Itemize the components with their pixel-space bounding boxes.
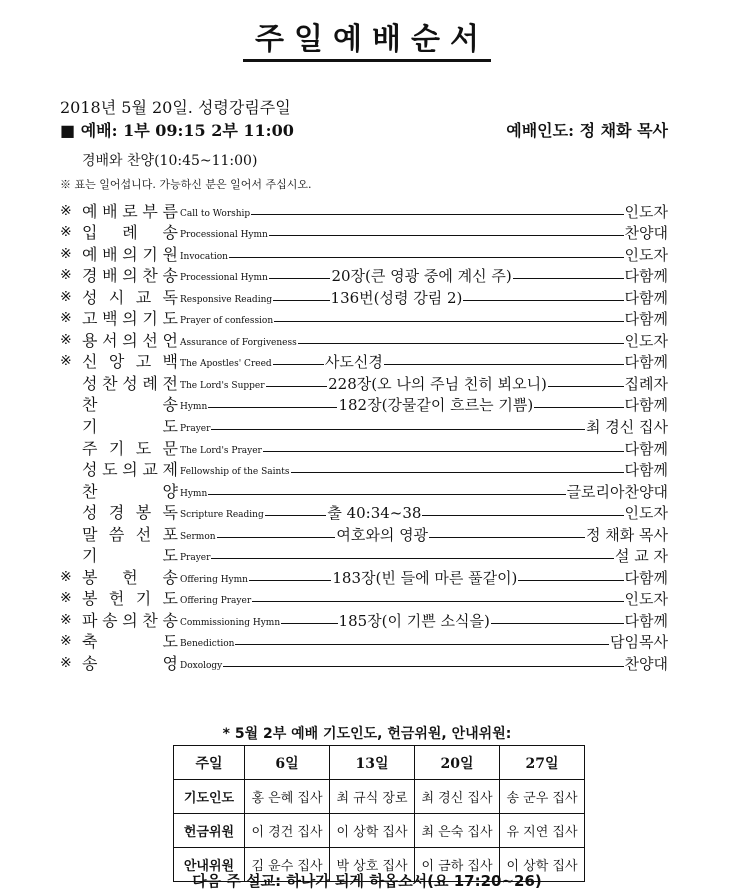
table-cell: 최 은숙 집사 xyxy=(415,814,500,848)
standing-mark: ※ xyxy=(60,353,72,370)
order-item-english: The Lord's Prayer xyxy=(180,445,262,456)
order-item-detail: 185장(이 기쁜 소식을) xyxy=(338,611,490,630)
order-item xyxy=(60,350,668,372)
leader-line xyxy=(463,300,623,301)
order-item xyxy=(60,414,668,436)
order-item-english: Offering Hymn xyxy=(180,574,248,585)
standing-mark: ※ xyxy=(60,611,72,628)
order-item-person: 다함께 xyxy=(624,310,668,329)
standing-mark: ※ xyxy=(60,655,72,672)
standing-note: ※ 표는 일어섭니다. 가능하신 분은 일어서 주십시오. xyxy=(60,178,312,191)
leader-line xyxy=(252,601,623,602)
order-item xyxy=(60,587,668,609)
leader-line xyxy=(266,386,328,387)
order-item-english: The Lord's Supper xyxy=(180,380,265,391)
order-item-korean: 기 도 xyxy=(82,417,178,437)
order-item xyxy=(60,479,668,501)
order-item-detail: 136번(성령 강림 2) xyxy=(330,288,463,307)
order-item-person: 다함께 xyxy=(624,353,668,372)
table-cell: 박 상호 집사 xyxy=(330,848,415,882)
duty-table xyxy=(173,745,585,882)
leader-line xyxy=(273,364,324,365)
leader-line xyxy=(281,623,337,624)
order-item xyxy=(60,328,668,350)
table-cell: 유 지연 집사 xyxy=(500,814,585,848)
table-cell: 홍 은혜 집사 xyxy=(245,780,330,814)
table-row xyxy=(174,780,585,814)
order-item xyxy=(60,436,668,458)
order-item-english: Responsive Reading xyxy=(180,294,273,305)
leader-line xyxy=(518,580,623,581)
order-item-korean: 찬 양 xyxy=(82,481,178,501)
order-item-english: Benediction xyxy=(180,639,235,650)
order-item-person: 찬양대 xyxy=(624,224,668,243)
order-item-person: 인도자 xyxy=(624,202,668,221)
order-item-english: Processional Hymn xyxy=(180,273,268,284)
leader-line xyxy=(269,278,331,279)
order-item-korean: 성 시 교 독 xyxy=(82,287,178,307)
order-item-korean: 기 도 xyxy=(82,546,178,566)
order-item-korean: 용 서 의 선 언 xyxy=(82,330,178,350)
next-sermon: 다음 주 설교: 하나가 되게 하옵소서(요 17:20~26) xyxy=(192,872,542,890)
order-item-person: 다함께 xyxy=(624,288,668,307)
order-item-korean: 입 례 송 xyxy=(82,223,178,243)
service-times: ■ 예배: 1부 09:15 2부 11:00 xyxy=(60,121,294,140)
service-leader: 예배인도: 정 채화 목사 xyxy=(506,121,668,140)
order-item-korean: 봉 헌 송 xyxy=(82,567,178,587)
date-line: 2018년 5월 20일. 성령강림주일 xyxy=(60,98,291,117)
order-item-person: 다함께 xyxy=(624,611,668,630)
leader-line xyxy=(208,494,565,495)
order-item-english: Commissioning Hymn xyxy=(180,617,281,628)
order-item-korean: 신 앙 고 백 xyxy=(82,352,178,372)
leader-line xyxy=(534,407,623,408)
standing-mark: ※ xyxy=(60,245,72,262)
leader-line xyxy=(429,537,585,538)
leader-line xyxy=(211,429,585,430)
order-item-korean: 예 배 로 부 름 xyxy=(82,201,178,221)
order-item-english: Hymn xyxy=(180,402,208,413)
table-row-label: 안내위원 xyxy=(174,848,245,882)
leader-line xyxy=(208,407,337,408)
leader-line xyxy=(229,257,624,258)
order-item-english: Fellowship of the Saints xyxy=(180,467,290,478)
order-of-worship xyxy=(60,199,668,673)
leader-line xyxy=(273,300,329,301)
order-item xyxy=(60,371,668,393)
order-item-korean: 송 영 xyxy=(82,654,178,674)
table-header-cell: 20일 xyxy=(415,746,500,780)
table-header-cell: 13일 xyxy=(330,746,415,780)
order-item-person: 인도자 xyxy=(624,590,668,609)
order-item-person: 다함께 xyxy=(624,568,668,587)
order-item-person: 인도자 xyxy=(624,504,668,523)
leader-line xyxy=(269,235,624,236)
order-item-korean: 고 백 의 기 도 xyxy=(82,309,178,329)
order-item-english: Offering Prayer xyxy=(180,596,252,607)
leader-line xyxy=(291,472,624,473)
order-item-korean: 봉 헌 기 도 xyxy=(82,589,178,609)
order-item xyxy=(60,544,668,566)
order-item xyxy=(60,264,668,286)
table-header-cell: 주일 xyxy=(174,746,245,780)
order-item-english: Doxology xyxy=(180,661,223,672)
leader-line xyxy=(265,515,327,516)
order-item xyxy=(60,630,668,652)
table-cell: 송 군우 집사 xyxy=(500,780,585,814)
table-cell: 김 윤수 집사 xyxy=(245,848,330,882)
order-item-person: 다함께 xyxy=(624,267,668,286)
table-row-label: 기도인도 xyxy=(174,780,245,814)
order-item-korean: 축 도 xyxy=(82,632,178,652)
order-item-english: Hymn xyxy=(180,488,208,499)
table-title: * 5월 2부 예배 기도인도, 헌금위원, 안내위원: xyxy=(222,726,512,742)
order-item-person: 다함께 xyxy=(624,439,668,458)
order-item-korean: 말 씀 선 포 xyxy=(82,524,178,544)
table-header-cell: 6일 xyxy=(245,746,330,780)
leader-line xyxy=(263,451,624,452)
order-item-detail: 183장(빈 들에 마른 풀같이) xyxy=(332,568,518,587)
standing-mark: ※ xyxy=(60,224,72,241)
order-item-person: 집례자 xyxy=(624,374,668,393)
order-item xyxy=(60,565,668,587)
table-cell: 이 경건 집사 xyxy=(245,814,330,848)
order-item-korean: 성 도 의 교 제 xyxy=(82,460,178,480)
table-row xyxy=(174,814,585,848)
leader-line xyxy=(513,278,624,279)
table-row-label: 헌금위원 xyxy=(174,814,245,848)
order-item-person: 인도자 xyxy=(624,331,668,350)
leader-line xyxy=(235,644,609,645)
order-item-english: Sermon xyxy=(180,531,216,542)
order-item xyxy=(60,501,668,523)
order-item-person: 인도자 xyxy=(624,245,668,264)
standing-mark: ※ xyxy=(60,590,72,607)
order-item-detail: 사도신경 xyxy=(324,353,383,372)
order-item-person: 최 경신 집사 xyxy=(586,418,668,437)
order-item-english: Prayer xyxy=(180,424,211,435)
leader-line xyxy=(274,321,623,322)
table-header-row xyxy=(174,746,585,780)
standing-mark: ※ xyxy=(60,310,72,327)
leader-line xyxy=(422,515,623,516)
order-item-english: Scripture Reading xyxy=(180,510,264,521)
table-header-cell: 27일 xyxy=(500,746,585,780)
standing-mark: ※ xyxy=(60,633,72,650)
order-item xyxy=(60,307,668,329)
order-item-detail: 228장(오 나의 주님 친히 뵈오니) xyxy=(328,374,547,393)
order-item-english: Prayer of confession xyxy=(180,316,274,327)
order-item-person: 찬양대 xyxy=(624,655,668,674)
praise-time: 경배와 찬양(10:45~11:00) xyxy=(82,153,258,169)
order-item-detail: 182장(강물같이 흐르는 기쁨) xyxy=(338,396,534,415)
order-item xyxy=(60,522,668,544)
order-item-korean: 파 송 의 찬 송 xyxy=(82,610,178,630)
order-item-person: 다함께 xyxy=(624,396,668,415)
order-item xyxy=(60,651,668,673)
order-item xyxy=(60,242,668,264)
order-item-detail: 출 40:34~38 xyxy=(327,504,422,523)
order-item-person: 설 교 자 xyxy=(614,547,668,566)
leader-line xyxy=(217,537,336,538)
order-item-person: 다함께 xyxy=(624,461,668,480)
order-item-korean: 주 기 도 문 xyxy=(82,438,178,458)
order-item xyxy=(60,393,668,415)
order-item-person: 글로리아찬양대 xyxy=(566,482,668,501)
table-cell: 이 상학 집사 xyxy=(330,814,415,848)
order-item-korean: 경 배 의 찬 송 xyxy=(82,266,178,286)
order-item-english: Invocation xyxy=(180,251,228,262)
table-cell: 최 규식 장로 xyxy=(330,780,415,814)
leader-line xyxy=(548,386,624,387)
leader-line xyxy=(298,343,624,344)
table-cell: 이 금하 집사 xyxy=(415,848,500,882)
standing-mark: ※ xyxy=(60,288,72,305)
order-item xyxy=(60,221,668,243)
order-item xyxy=(60,199,668,221)
order-item-korean: 성 찬 성 례 전 xyxy=(82,373,178,393)
order-item xyxy=(60,458,668,480)
order-item-english: The Apostles' Creed xyxy=(180,359,272,370)
leader-line xyxy=(491,623,624,624)
table-cell: 이 상학 집사 xyxy=(500,848,585,882)
standing-mark: ※ xyxy=(60,331,72,348)
order-item-korean: 찬 송 xyxy=(82,395,178,415)
order-item-detail: 여호와의 영광 xyxy=(336,525,429,544)
order-item xyxy=(60,608,668,630)
order-item-korean: 예 배 의 기 원 xyxy=(82,244,178,264)
table-cell: 최 경신 집사 xyxy=(415,780,500,814)
order-item-detail: 20장(큰 영광 중에 계신 주) xyxy=(331,267,512,286)
order-item xyxy=(60,285,668,307)
order-item-person: 정 채화 목사 xyxy=(586,525,668,544)
standing-mark: ※ xyxy=(60,267,72,284)
order-item-english: Call to Worship xyxy=(180,208,251,219)
leader-line xyxy=(211,558,614,559)
order-item-english: Assurance of Forgiveness xyxy=(180,337,297,348)
order-item-english: Processional Hymn xyxy=(180,230,268,241)
page-title: 주일예배순서 xyxy=(0,14,734,58)
order-item-english: Prayer xyxy=(180,553,211,564)
leader-line xyxy=(223,666,623,667)
standing-mark: ※ xyxy=(60,568,72,585)
leader-line xyxy=(251,214,623,215)
order-item-korean: 성 경 봉 독 xyxy=(82,503,178,523)
leader-line xyxy=(249,580,331,581)
standing-mark: ※ xyxy=(60,202,72,219)
leader-line xyxy=(384,364,624,365)
order-item-person: 담임목사 xyxy=(610,633,668,652)
